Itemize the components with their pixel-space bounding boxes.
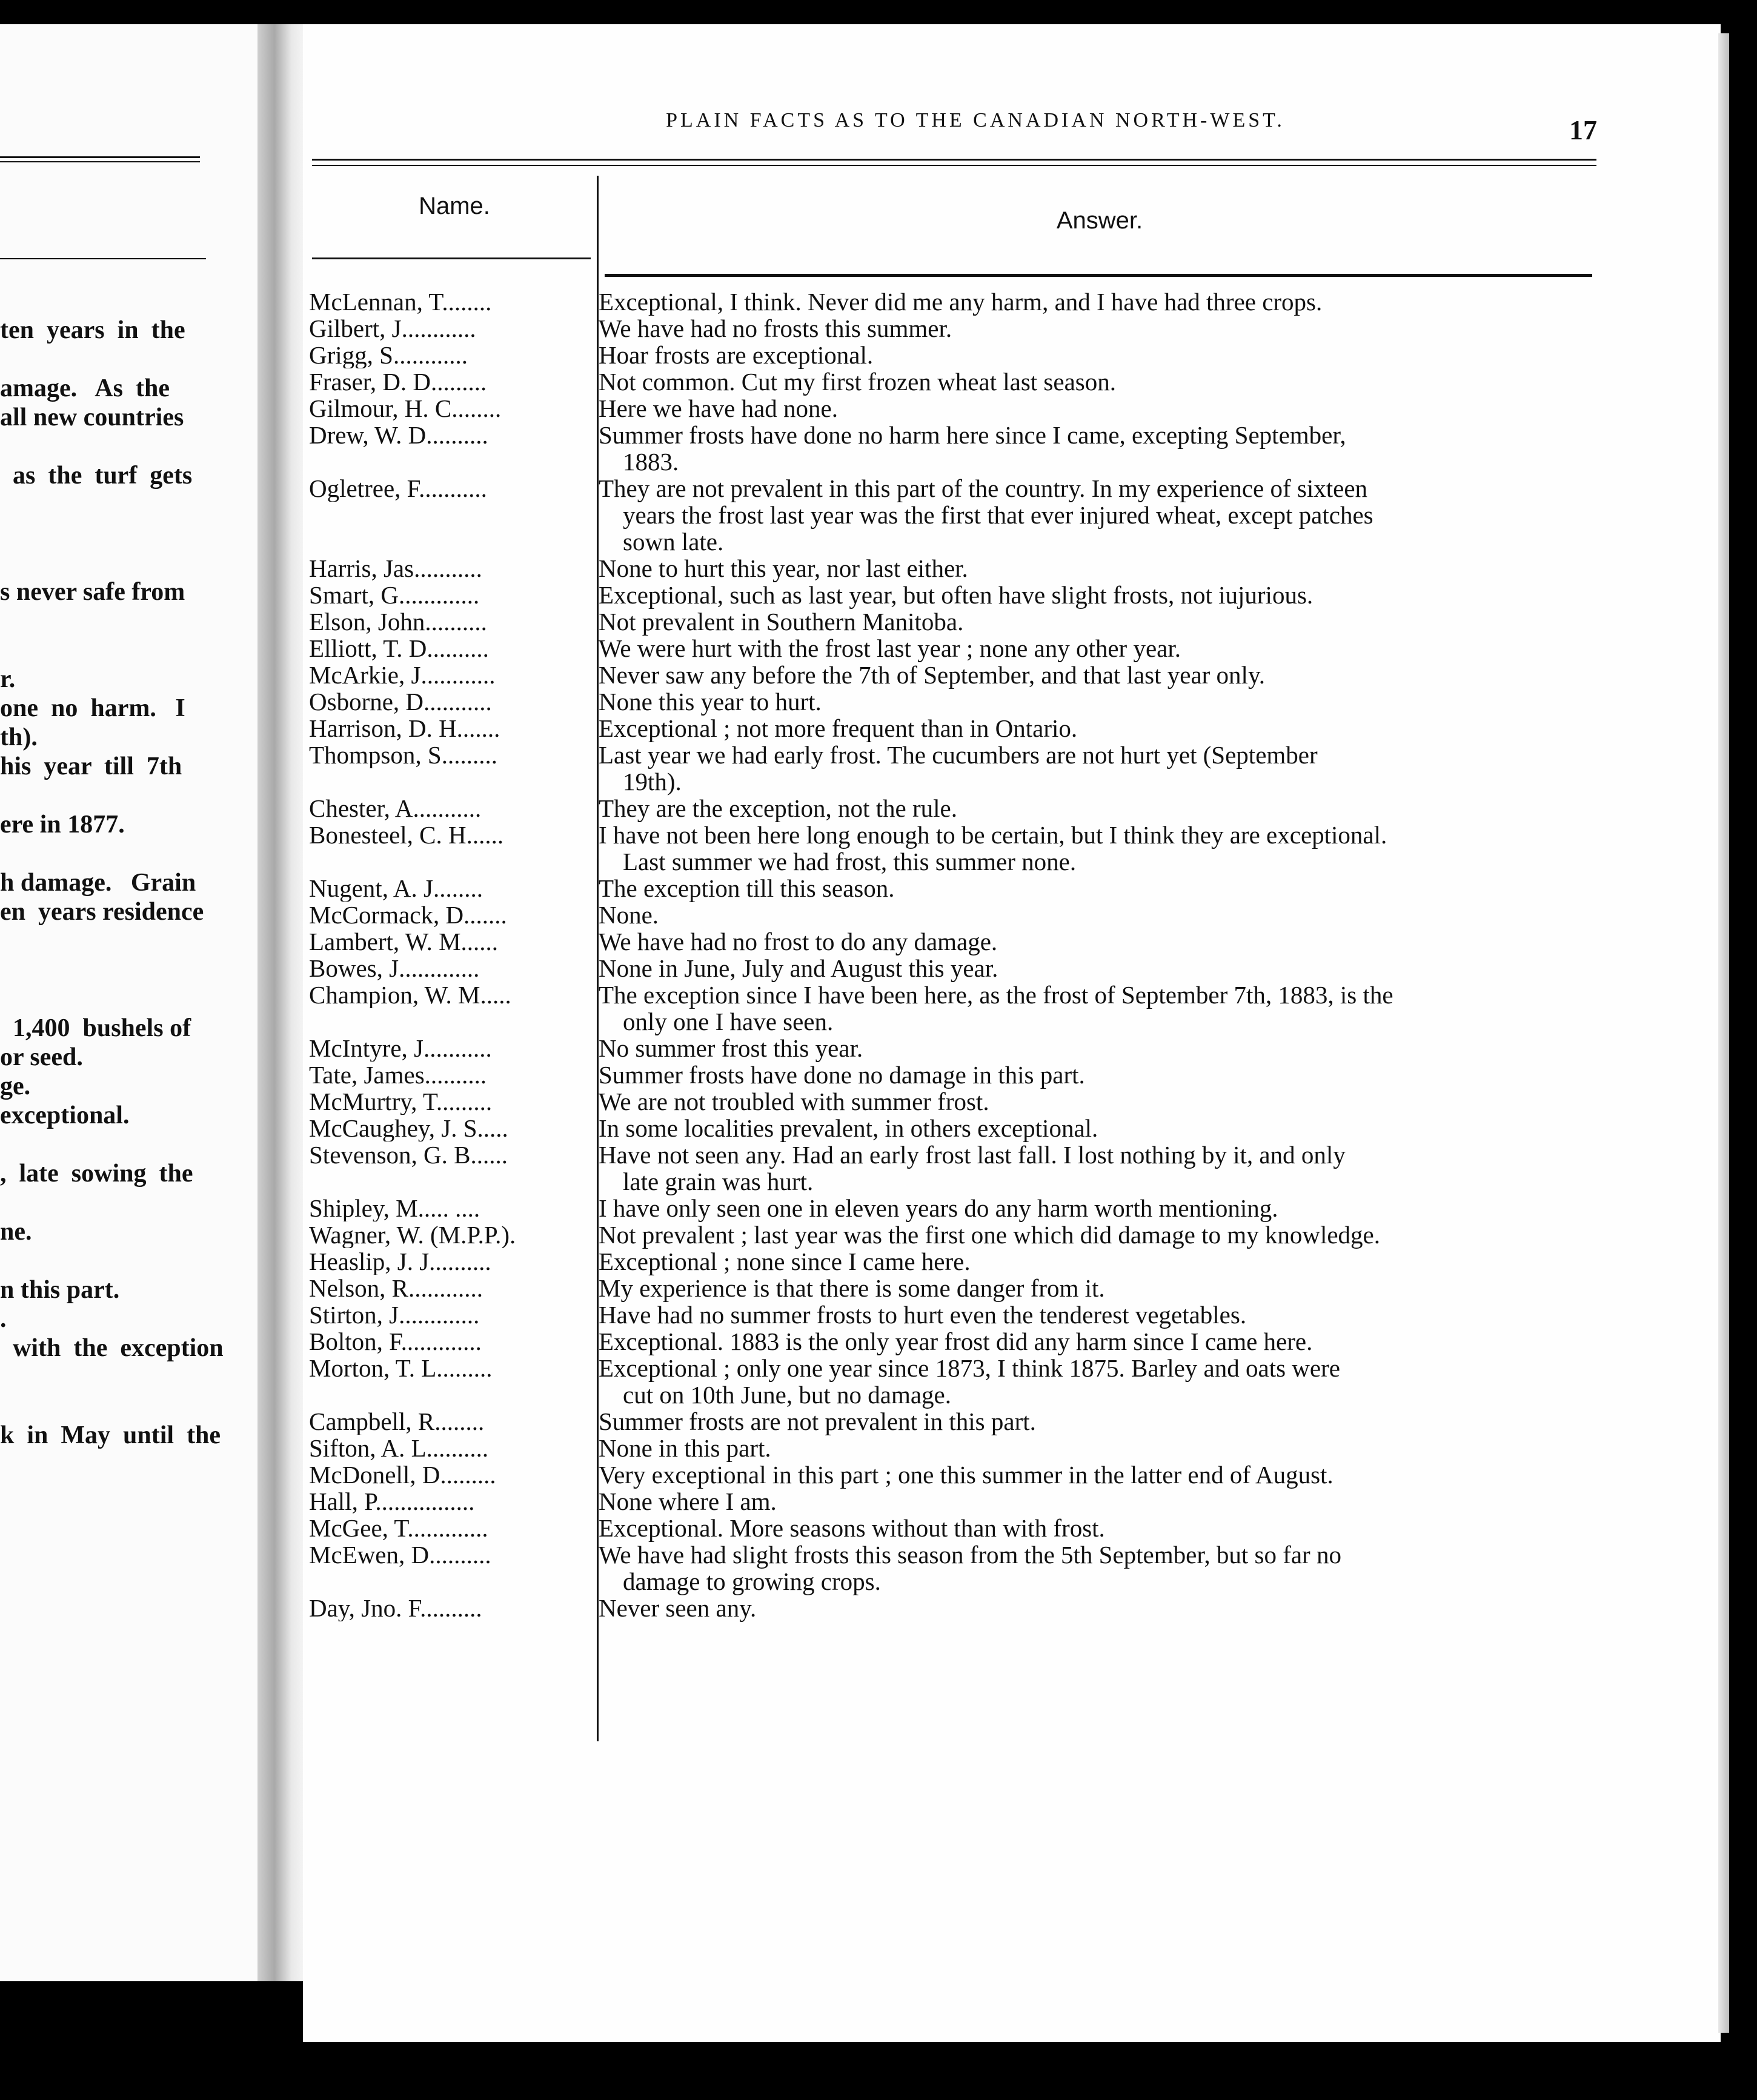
table-row bbox=[303, 555, 1599, 582]
answer-line: We have had slight frosts this season from the 5th September, but so far no bbox=[599, 1541, 1341, 1569]
answer-line: Summer frosts have done no harm here since I came, excepting September, bbox=[599, 421, 1346, 449]
left-page-line: k in May until the bbox=[0, 1421, 221, 1449]
respondent-answer bbox=[596, 1595, 1589, 1621]
respondent-name: Day, Jno. F.......... bbox=[309, 1595, 482, 1621]
column-header-name: Name. bbox=[419, 193, 490, 219]
respondent-name: Nugent, A. J........ bbox=[309, 875, 483, 902]
respondent-answer bbox=[596, 368, 1589, 395]
respondent-name: Smart, G............. bbox=[309, 582, 480, 608]
table-row bbox=[303, 368, 1599, 395]
table-row bbox=[303, 1408, 1599, 1435]
answer-line: Never saw any before the 7th of September, and that last year only. bbox=[599, 661, 1266, 689]
left-page-line: as the turf gets bbox=[0, 462, 193, 490]
table-row bbox=[303, 822, 1599, 875]
respondent-name: Wagner, W. (M.P.P.). bbox=[309, 1221, 516, 1248]
respondent-answer bbox=[596, 742, 1589, 795]
table-row bbox=[303, 1328, 1599, 1355]
table-row bbox=[303, 1275, 1599, 1301]
respondent-name: Osborne, D........... bbox=[309, 688, 492, 715]
respondent-name: Drew, W. D.......... bbox=[309, 422, 488, 448]
respondent-answer bbox=[596, 1115, 1589, 1141]
respondent-name: Stirton, J............. bbox=[309, 1301, 480, 1328]
answer-line: I have only seen one in eleven years do any harm worth mentioning. bbox=[599, 1194, 1278, 1222]
answer-line: late grain was hurt. bbox=[623, 1168, 814, 1195]
answer-line: None in June, July and August this year. bbox=[599, 954, 998, 982]
respondent-answer bbox=[596, 1301, 1589, 1328]
respondent-name: Bonesteel, C. H...... bbox=[309, 822, 504, 848]
table-row bbox=[303, 1115, 1599, 1141]
table-row bbox=[303, 288, 1599, 315]
left-page-line: ge. bbox=[0, 1072, 31, 1100]
table-row bbox=[303, 662, 1599, 688]
respondent-answer bbox=[596, 1195, 1589, 1221]
left-page-line: , late sowing the bbox=[0, 1160, 193, 1188]
respondent-answer bbox=[596, 1541, 1589, 1595]
answer-line: damage to growing crops. bbox=[623, 1567, 881, 1595]
column-header-answer: Answer. bbox=[1056, 207, 1143, 234]
answer-line: Summer frosts are not prevalent in this part. bbox=[599, 1407, 1036, 1435]
respondent-name: Lambert, W. M...... bbox=[309, 928, 499, 955]
table-row bbox=[303, 395, 1599, 422]
answer-line: Hoar frosts are exceptional. bbox=[599, 341, 874, 369]
respondent-name: Hall, P................ bbox=[309, 1488, 475, 1515]
answer-line: In some localities prevalent, in others exceptional. bbox=[599, 1114, 1098, 1142]
answer-line: Exceptional ; not more frequent than in Ontario. bbox=[599, 714, 1078, 742]
respondent-answer bbox=[596, 902, 1589, 928]
left-page-line: r. bbox=[0, 665, 16, 693]
left-page-line: with the exception bbox=[0, 1334, 224, 1362]
respondent-name: Fraser, D. D......... bbox=[309, 368, 487, 395]
answer-line: Never seen any. bbox=[599, 1594, 757, 1622]
answer-line: years the frost last year was the first that ever injured wheat, except patches bbox=[623, 501, 1373, 529]
respondent-answer bbox=[596, 1328, 1589, 1355]
answer-line: None where I am. bbox=[599, 1487, 777, 1515]
respondent-answer bbox=[596, 1488, 1589, 1515]
answer-line: 19th). bbox=[623, 768, 682, 796]
respondent-name: Elson, John.......... bbox=[309, 608, 487, 635]
respondent-name: Gilmour, H. C........ bbox=[309, 395, 502, 422]
respondent-answer bbox=[596, 1515, 1589, 1541]
answer-line: Exceptional ; only one year since 1873, I think 1875. Barley and oats were bbox=[599, 1354, 1340, 1382]
table-row bbox=[303, 1488, 1599, 1515]
table-row bbox=[303, 1141, 1599, 1195]
answer-line: Last summer we had frost, this summer none. bbox=[623, 848, 1077, 876]
answers-table bbox=[303, 288, 1599, 1621]
answer-line: Very exceptional in this part ; one this summer in the latter end of August. bbox=[599, 1461, 1334, 1489]
table-row bbox=[303, 902, 1599, 928]
answer-line: The exception since I have been here, as the frost of September 7th, 1883, is the bbox=[599, 981, 1393, 1009]
left-page-line: amage. As the bbox=[0, 374, 170, 402]
answer-line: We are not troubled with summer frost. bbox=[599, 1088, 989, 1115]
table-row bbox=[303, 955, 1599, 982]
answer-line: They are not prevalent in this part of the country. In my experience of sixteen bbox=[599, 474, 1368, 502]
answer-line: Not prevalent ; last year was the first one which did damage to my knowledge. bbox=[599, 1221, 1380, 1249]
header-rule-bottom bbox=[312, 165, 1596, 166]
respondent-answer bbox=[596, 635, 1589, 662]
respondent-answer bbox=[596, 1408, 1589, 1435]
table-row bbox=[303, 475, 1599, 555]
left-page-line: . bbox=[0, 1305, 7, 1333]
left-page-rule-double bbox=[0, 156, 200, 158]
left-page-fragment bbox=[0, 24, 261, 1981]
answer-line: Have not seen any. Had an early frost last fall. I lost nothing by it, and only bbox=[599, 1141, 1346, 1169]
answer-line: Exceptional, such as last year, but often have slight frosts, not iujurious. bbox=[599, 581, 1314, 609]
answer-line: We have had no frost to do any damage. bbox=[599, 928, 998, 955]
answer-line: None to hurt this year, nor last either. bbox=[599, 554, 968, 582]
answer-line: Here we have had none. bbox=[599, 394, 839, 422]
respondent-answer bbox=[596, 662, 1589, 688]
table-row bbox=[303, 1515, 1599, 1541]
answer-line: Summer frosts have done no damage in this part. bbox=[599, 1061, 1085, 1089]
respondent-name: Harrison, D. H....... bbox=[309, 715, 500, 742]
name-header-rule bbox=[312, 258, 591, 259]
respondent-answer bbox=[596, 1275, 1589, 1301]
answer-line: My experience is that there is some danger from it. bbox=[599, 1274, 1105, 1302]
respondent-answer bbox=[596, 288, 1589, 315]
table-row bbox=[303, 928, 1599, 955]
respondent-answer bbox=[596, 795, 1589, 822]
page-gutter bbox=[257, 24, 306, 1981]
respondent-name: McGee, T............. bbox=[309, 1515, 488, 1541]
table-row bbox=[303, 342, 1599, 368]
answer-line: We were hurt with the frost last year ; none any other year. bbox=[599, 634, 1181, 662]
answer-line: No summer frost this year. bbox=[599, 1034, 863, 1062]
respondent-name: Grigg, S............ bbox=[309, 342, 468, 368]
answer-line: Exceptional. 1883 is the only year frost did any harm since I came here. bbox=[599, 1327, 1313, 1355]
left-page-line: n this part. bbox=[0, 1276, 120, 1304]
respondent-name: Elliott, T. D.......... bbox=[309, 635, 489, 662]
respondent-name: Champion, W. M..... bbox=[309, 982, 511, 1008]
left-page-line: his year till 7th bbox=[0, 753, 182, 780]
respondent-name: Shipley, M..... .... bbox=[309, 1195, 480, 1221]
left-page-rule-double-lower bbox=[0, 161, 200, 162]
respondent-answer bbox=[596, 928, 1589, 955]
answer-line: sown late. bbox=[623, 528, 724, 556]
respondent-name: McIntyre, J........... bbox=[309, 1035, 492, 1062]
respondent-name: McDonell, D......... bbox=[309, 1461, 496, 1488]
table-row bbox=[303, 1355, 1599, 1408]
respondent-answer bbox=[596, 1221, 1589, 1248]
answer-line: They are the exception, not the rule. bbox=[599, 794, 957, 822]
answer-line: None in this part. bbox=[599, 1434, 771, 1462]
respondent-answer bbox=[596, 1088, 1589, 1115]
respondent-answer bbox=[596, 1062, 1589, 1088]
answer-line: Have had no summer frosts to hurt even the tenderest vegetables. bbox=[599, 1301, 1247, 1329]
table-row bbox=[303, 1541, 1599, 1595]
respondent-answer bbox=[596, 475, 1589, 555]
respondent-answer bbox=[596, 1035, 1589, 1062]
left-page-line: h damage. Grain bbox=[0, 869, 196, 897]
respondent-name: Harris, Jas........... bbox=[309, 555, 482, 582]
respondent-answer bbox=[596, 555, 1589, 582]
table-row bbox=[303, 1195, 1599, 1221]
respondent-answer bbox=[596, 315, 1589, 342]
table-row bbox=[303, 1248, 1599, 1275]
table-row bbox=[303, 1088, 1599, 1115]
page-edge bbox=[1718, 33, 1729, 2033]
respondent-answer bbox=[596, 822, 1589, 875]
table-row bbox=[303, 688, 1599, 715]
answer-line: only one I have seen. bbox=[623, 1008, 834, 1035]
answer-line: Exceptional. More seasons without than with frost. bbox=[599, 1514, 1105, 1542]
respondent-answer bbox=[596, 955, 1589, 982]
respondent-answer bbox=[596, 1435, 1589, 1461]
answer-line: We have had no frosts this summer. bbox=[599, 314, 952, 342]
respondent-name: Stevenson, G. B...... bbox=[309, 1141, 508, 1168]
respondent-name: Bolton, F............. bbox=[309, 1328, 482, 1355]
respondent-answer bbox=[596, 715, 1589, 742]
respondent-name: Tate, James.......... bbox=[309, 1062, 487, 1088]
respondent-answer bbox=[596, 582, 1589, 608]
respondent-name: McMurtry, T......... bbox=[309, 1088, 493, 1115]
left-page-line: 1,400 bushels of bbox=[0, 1014, 191, 1042]
left-page-line: all new countries bbox=[0, 404, 184, 431]
respondent-answer bbox=[596, 395, 1589, 422]
respondent-name: Chester, A........... bbox=[309, 795, 482, 822]
table-row bbox=[303, 635, 1599, 662]
respondent-name: Gilbert, J............ bbox=[309, 315, 476, 342]
respondent-name: McCaughey, J. S..... bbox=[309, 1115, 508, 1141]
page-number: 17 bbox=[1569, 115, 1597, 145]
answer-line: cut on 10th June, but no damage. bbox=[623, 1381, 952, 1409]
left-page-rule bbox=[0, 258, 206, 259]
respondent-answer bbox=[596, 608, 1589, 635]
table-row bbox=[303, 608, 1599, 635]
respondent-name: McCormack, D....... bbox=[309, 902, 507, 928]
left-page-line: one no harm. I bbox=[0, 694, 185, 722]
answer-line: Not common. Cut my first frozen wheat last season. bbox=[599, 368, 1116, 396]
answer-line: Exceptional, I think. Never did me any harm, and I have had three crops. bbox=[599, 288, 1323, 316]
answer-line: 1883. bbox=[623, 448, 679, 476]
table-row bbox=[303, 795, 1599, 822]
respondent-name: Bowes, J............. bbox=[309, 955, 480, 982]
table-row bbox=[303, 1461, 1599, 1488]
respondent-answer bbox=[596, 422, 1589, 475]
left-page-line: en years residence bbox=[0, 898, 204, 926]
left-page-line: th). bbox=[0, 723, 38, 751]
answer-header-rule bbox=[605, 274, 1592, 277]
table-row bbox=[303, 422, 1599, 475]
respondent-name: McLennan, T........ bbox=[309, 288, 492, 315]
table-row bbox=[303, 875, 1599, 902]
left-page-line: or seed. bbox=[0, 1043, 83, 1071]
answer-line: None. bbox=[599, 901, 659, 929]
respondent-answer bbox=[596, 1248, 1589, 1275]
answer-line: Not prevalent in Southern Manitoba. bbox=[599, 608, 964, 636]
left-page-line: ne. bbox=[0, 1218, 32, 1246]
table-row bbox=[303, 315, 1599, 342]
table-row bbox=[303, 1435, 1599, 1461]
respondent-name: Sifton, A. L.......... bbox=[309, 1435, 489, 1461]
table-row bbox=[303, 715, 1599, 742]
answer-line: I have not been here long enough to be certain, but I think they are exceptional. bbox=[599, 821, 1387, 849]
left-page-line: s never safe from bbox=[0, 578, 185, 606]
table-row bbox=[303, 1301, 1599, 1328]
table-row bbox=[303, 1221, 1599, 1248]
running-head: PLAIN FACTS AS TO THE CANADIAN NORTH-WEST. bbox=[666, 109, 1285, 131]
respondent-answer bbox=[596, 342, 1589, 368]
respondent-answer bbox=[596, 982, 1589, 1035]
respondent-name: Thompson, S......... bbox=[309, 742, 497, 768]
respondent-name: Heaslip, J. J.......... bbox=[309, 1248, 491, 1275]
respondent-answer bbox=[596, 688, 1589, 715]
respondent-name: Morton, T. L......... bbox=[309, 1355, 493, 1381]
respondent-name: Nelson, R............ bbox=[309, 1275, 483, 1301]
table-row bbox=[303, 1062, 1599, 1088]
left-page-line: ere in 1877. bbox=[0, 811, 125, 839]
respondent-answer bbox=[596, 875, 1589, 902]
table-row bbox=[303, 582, 1599, 608]
left-page-line: exceptional. bbox=[0, 1102, 130, 1129]
respondent-answer bbox=[596, 1355, 1589, 1408]
respondent-name: Ogletree, F........... bbox=[309, 475, 487, 502]
left-page-line: ten years in the bbox=[0, 316, 185, 344]
table-row bbox=[303, 1035, 1599, 1062]
respondent-answer bbox=[596, 1141, 1589, 1195]
table-row bbox=[303, 982, 1599, 1035]
respondent-name: McEwen, D.......... bbox=[309, 1541, 491, 1568]
header-rule-top bbox=[312, 159, 1596, 161]
answer-line: None this year to hurt. bbox=[599, 688, 822, 716]
respondent-name: McArkie, J............ bbox=[309, 662, 496, 688]
answer-line: Last year we had early frost. The cucumbers are not hurt yet (September bbox=[599, 741, 1318, 769]
table-row bbox=[303, 1595, 1599, 1621]
respondent-name: Campbell, R........ bbox=[309, 1408, 485, 1435]
table-row bbox=[303, 742, 1599, 795]
respondent-answer bbox=[596, 1461, 1589, 1488]
answer-line: The exception till this season. bbox=[599, 874, 895, 902]
answer-line: Exceptional ; none since I came here. bbox=[599, 1248, 971, 1275]
